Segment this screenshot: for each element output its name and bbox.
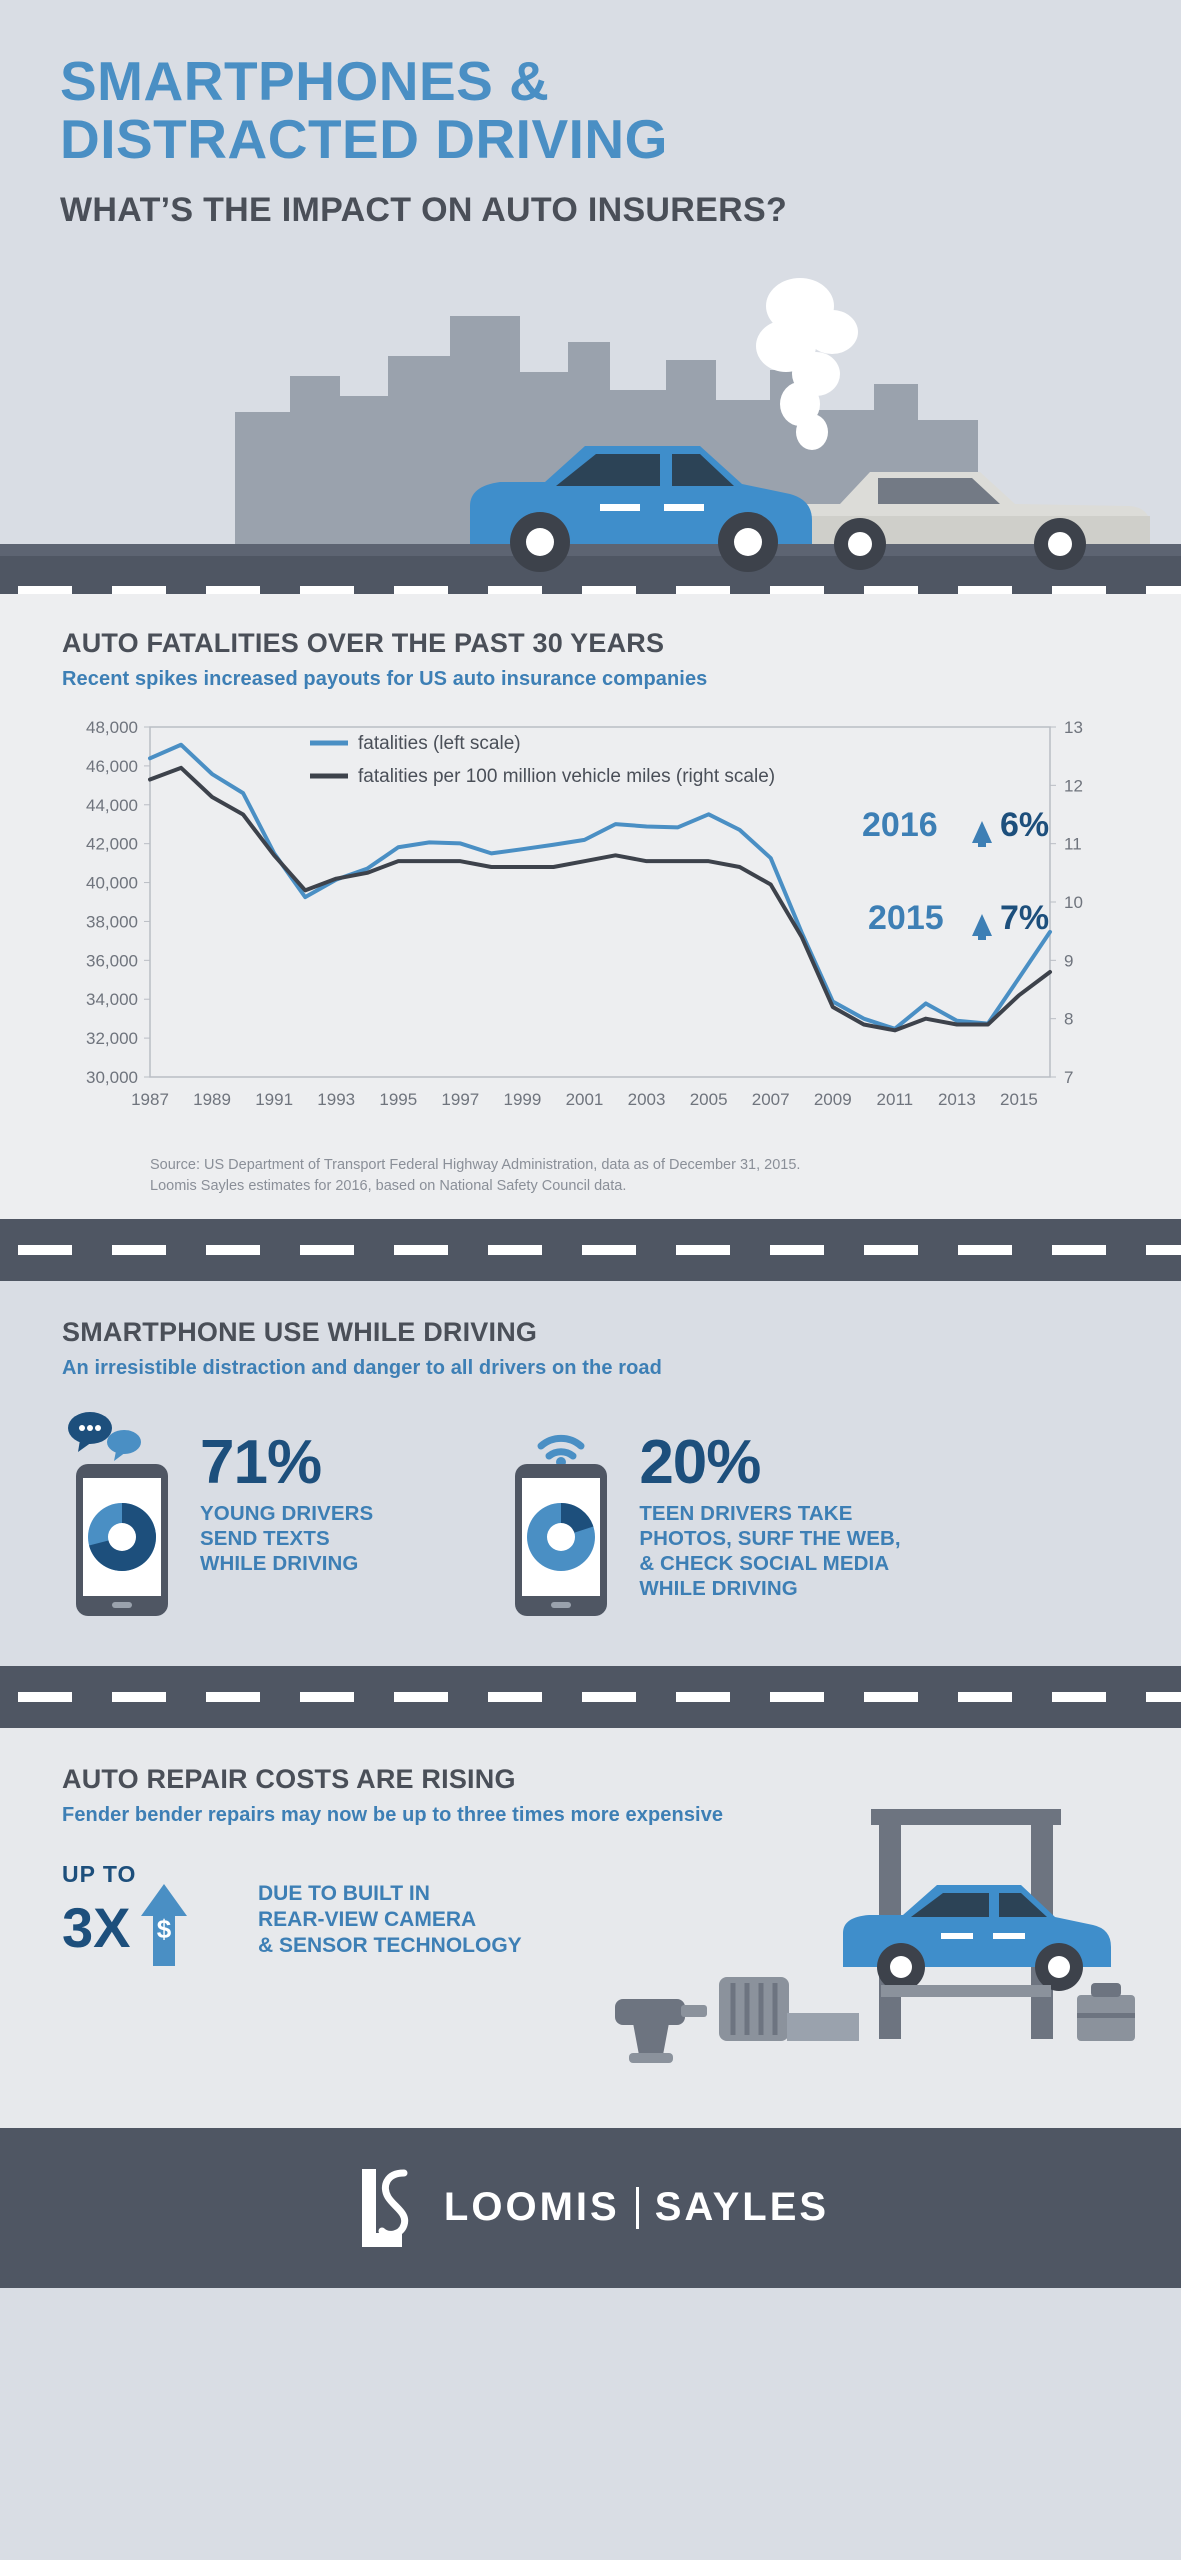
stat-social-desc (639, 1501, 900, 1601)
callout-2016 (862, 806, 1049, 847)
smartphone-section (0, 1281, 1181, 1666)
lift-crossbar (871, 1809, 1061, 1825)
y-left-tick: 30,000 (86, 1067, 138, 1087)
stat-block-social (501, 1406, 900, 1626)
stat-block-texting (62, 1406, 373, 1626)
repair-shop-illustration (581, 1807, 1141, 2102)
y-left-tick: 42,000 (86, 834, 138, 854)
legend-label-rate: fatalities per 100 million vehicle miles (right scale) (358, 765, 776, 787)
header (0, 0, 1181, 230)
stat-social-percent: 20% (639, 1427, 761, 1497)
y-left-tick: 38,000 (86, 912, 138, 932)
chart-title: AUTO FATALITIES OVER THE PAST 30 YEARS (62, 627, 665, 658)
stat-social-desc-line4: WHILE DRIVING (639, 1576, 798, 1600)
stat-texting (200, 1406, 373, 1576)
wifi-icon (541, 1438, 581, 1456)
chart-section-heading (0, 628, 1181, 691)
x-tick: 2003 (627, 1089, 666, 1109)
callout-2015-value: 7% (1000, 898, 1050, 937)
page-title-line1: SMARTPHONES & (60, 50, 550, 112)
stat-social (639, 1406, 900, 1601)
x-tick: 1987 (131, 1089, 169, 1109)
dollar-arrow-icon (137, 1882, 191, 1968)
road-divider-1 (0, 1219, 1181, 1281)
stat-texting-desc-line3: WHILE DRIVING (200, 1551, 359, 1575)
repair-body (0, 1827, 1181, 1968)
y-axis-left-labels (86, 718, 150, 1087)
y-left-tick: 34,000 (86, 989, 138, 1009)
stat-social-desc-line1: TEEN DRIVERS TAKE (639, 1501, 853, 1525)
chart-subtitle: Recent spikes increased payouts for US auto insurance companies (62, 667, 708, 690)
repair-multiplier (62, 1861, 252, 1968)
y-left-tick: 44,000 (86, 795, 138, 815)
y-right-tick: 8 (1064, 1009, 1074, 1029)
x-tick: 1993 (317, 1089, 356, 1109)
repair-reason-line1: DUE TO BUILT IN (258, 1881, 430, 1905)
stat-texting-percent: 71% (200, 1427, 322, 1497)
repair-reason-line2: REAR-VIEW CAMERA (258, 1907, 477, 1931)
brand-name-left: LOOMIS (443, 2185, 620, 2230)
x-tick: 1991 (255, 1089, 294, 1109)
drill-icon (615, 1999, 707, 2063)
footer (0, 2128, 1181, 2288)
y-right-tick: 13 (1064, 717, 1083, 737)
road-divider-2 (0, 1666, 1181, 1728)
x-tick: 2009 (813, 1089, 852, 1109)
phone-social-svg (501, 1406, 621, 1621)
jack-stand-icon (787, 2013, 859, 2041)
callout-2016-value: 6% (1000, 805, 1050, 844)
y-left-tick: 32,000 (86, 1028, 138, 1048)
repair-reason-line3: & SENSOR TECHNOLOGY (258, 1934, 522, 1958)
repair-multiplier-value: 3X (62, 1896, 131, 1960)
chart-legend (310, 733, 775, 787)
callout-2016-year: 2016 (862, 805, 938, 844)
phone-home-button-1 (112, 1602, 132, 1608)
phone-art-1 (62, 1406, 182, 1626)
tire-icon (719, 1977, 789, 2041)
x-axis-labels (131, 1090, 1038, 1109)
chart-svg (0, 691, 1181, 1161)
phone-art-2 (501, 1406, 621, 1626)
brand-divider (636, 2187, 639, 2229)
toolbox-handle (1091, 1983, 1121, 1997)
phone-texting-svg (62, 1406, 182, 1621)
road-edge (0, 544, 1181, 556)
x-tick: 1989 (193, 1089, 231, 1109)
y-right-tick: 11 (1064, 834, 1082, 854)
x-tick: 2013 (937, 1089, 976, 1109)
legend-label-fatalities: fatalities (left scale) (358, 732, 521, 754)
dollar-symbol: $ (156, 1913, 171, 1944)
x-tick: 1997 (441, 1089, 480, 1109)
page-subtitle: WHAT’S THE IMPACT ON AUTO INSURERS? (60, 190, 788, 229)
x-tick: 1999 (503, 1089, 542, 1109)
smartphone-subtitle: An irresistible distraction and danger to all drivers on the road (62, 1356, 662, 1379)
brand-lockup (352, 2163, 829, 2253)
y-left-tick: 48,000 (86, 717, 138, 737)
repair-section (0, 1728, 1181, 2128)
stat-texting-desc-line1: YOUNG DRIVERS (200, 1501, 374, 1525)
x-tick: 1995 (379, 1089, 418, 1109)
stat-social-desc-line2: PHOTOS, SURF THE WEB, (639, 1526, 901, 1550)
arrow-up-icon-2 (972, 914, 992, 940)
y-left-tick: 40,000 (86, 873, 138, 893)
smartphone-title: SMARTPHONE USE WHILE DRIVING (62, 1316, 538, 1347)
y-left-tick: 46,000 (86, 756, 138, 776)
ls-logo-icon (352, 2163, 418, 2253)
x-tick: 2005 (689, 1089, 728, 1109)
donut-chart-20 (527, 1503, 595, 1571)
smartphone-section-heading (0, 1317, 1181, 1380)
smartphone-stats (0, 1380, 1181, 1626)
series-fatalities-line (150, 744, 1050, 1028)
page-title (60, 52, 1121, 169)
x-tick: 2007 (751, 1089, 790, 1109)
x-tick: 2011 (876, 1089, 914, 1109)
y-right-tick: 12 (1064, 775, 1083, 795)
repair-subtitle: Fender bender repairs may now be up to three times more expensive (62, 1803, 724, 1826)
brand-name-right: SAYLES (654, 2185, 830, 2230)
page-title-line2: DISTRACTED DRIVING (60, 108, 668, 171)
speech-bubbles-icon (68, 1412, 141, 1461)
y-right-tick: 10 (1064, 892, 1083, 912)
arrow-up-icon (972, 821, 992, 847)
x-tick: 2001 (565, 1089, 604, 1109)
y-axis-right-labels (1050, 718, 1083, 1087)
y-left-tick: 36,000 (86, 950, 138, 970)
hero-illustration (0, 254, 1181, 594)
repair-title: AUTO REPAIR COSTS ARE RISING (62, 1763, 516, 1794)
y-right-tick: 7 (1064, 1067, 1074, 1087)
fatalities-chart (0, 691, 1181, 1171)
callout-2015 (868, 899, 1049, 940)
repair-reason (258, 1861, 522, 1968)
stat-social-desc-line3: & CHECK SOCIAL MEDIA (639, 1551, 890, 1575)
stat-texting-desc-line2: SEND TEXTS (200, 1526, 330, 1550)
road-divider-1-dashes (0, 1245, 1181, 1255)
repair-shop-svg (581, 1807, 1141, 2097)
road-divider-2-dashes (0, 1692, 1181, 1702)
hero-svg (0, 254, 1181, 594)
repair-upto-label: UP TO (62, 1860, 137, 1887)
callout-2015-year: 2015 (868, 898, 944, 937)
lift-arm (881, 1985, 1051, 1997)
chart-source-line1: Source: US Department of Transport Federal Highway Administration, data as of December 31, 2015. (150, 1156, 801, 1173)
x-tick: 2015 (1000, 1089, 1038, 1109)
stat-texting-desc (200, 1501, 373, 1576)
chart-source-line2: Loomis Sayles estimates for 2016, based on National Safety Council data. (150, 1177, 627, 1194)
phone-home-button-2 (551, 1602, 571, 1608)
chart-section (0, 594, 1181, 1219)
y-right-tick: 9 (1064, 950, 1074, 970)
donut-chart-71 (88, 1503, 156, 1571)
